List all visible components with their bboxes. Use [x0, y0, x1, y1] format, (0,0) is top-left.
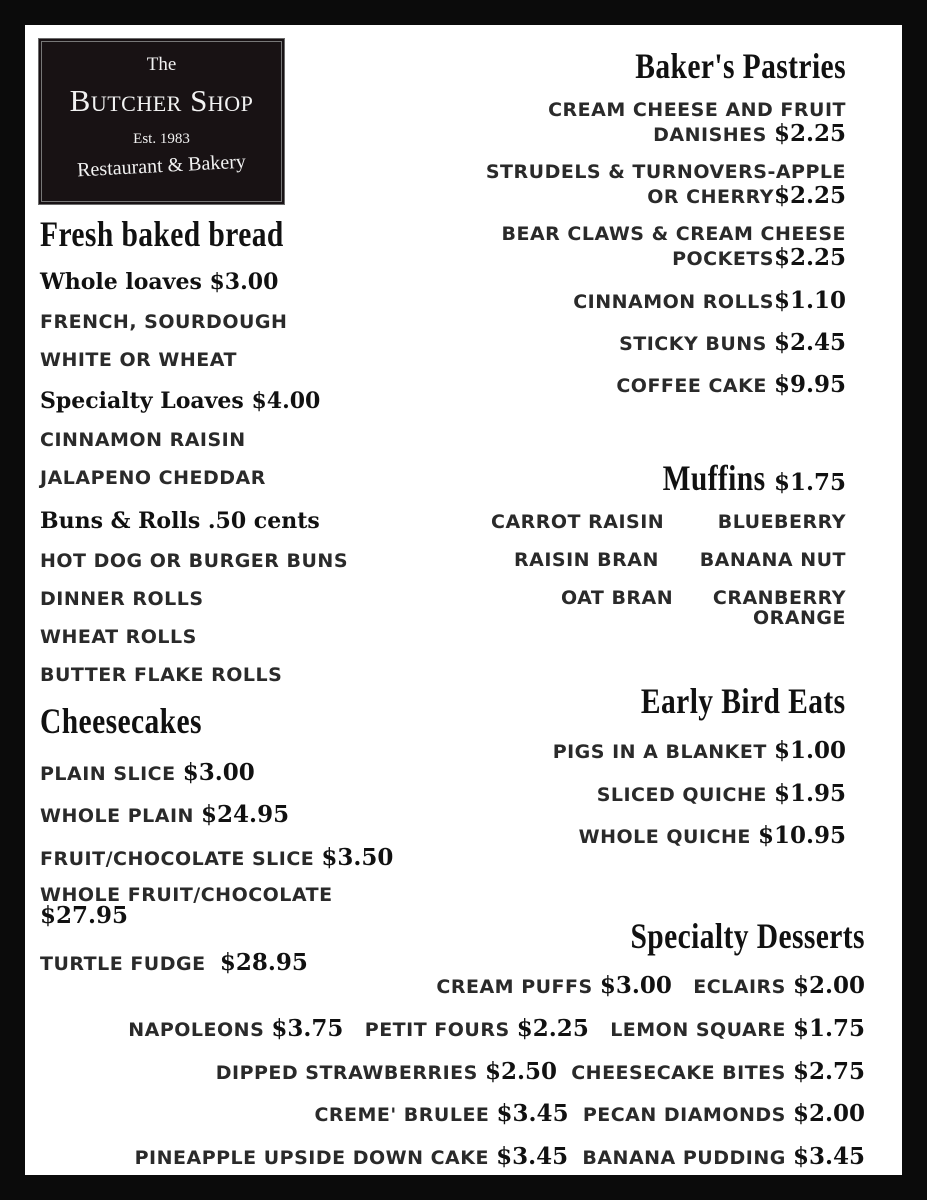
pastry-item: [619, 329, 846, 356]
cheesecake-item: [40, 801, 289, 828]
bread-item: HOT DOG OR BURGER BUNS: [40, 550, 349, 572]
specialty-loaves-subheading: Specialty Loaves $4.00: [40, 388, 321, 414]
item-price: $3.00: [182, 759, 255, 786]
bread-item: FRENCH, SOURDOUGH: [40, 311, 288, 333]
item-price: $2.25: [773, 244, 846, 271]
bread-item: DINNER ROLLS: [40, 588, 204, 610]
muffin-item: RAISIN BRAN: [514, 549, 659, 571]
item-price: $3.75: [271, 1015, 344, 1042]
logo-the: The: [146, 54, 177, 75]
desserts-row: [128, 1015, 865, 1042]
muffin-item: BANANA NUT: [699, 549, 846, 571]
desserts-row: [436, 972, 865, 999]
item-name: LEMON SQUARE: [610, 1019, 786, 1041]
item-name: PINEAPPLE UPSIDE DOWN CAKE: [134, 1147, 489, 1169]
desserts-row: [135, 1143, 865, 1170]
item-price: $2.75: [792, 1058, 865, 1085]
item-name: CREAM PUFFS: [436, 976, 593, 998]
item-name: WHOLE PLAIN: [40, 805, 194, 827]
cheesecake-item-price: $27.95: [40, 902, 129, 929]
desserts-row: [216, 1058, 865, 1085]
item-price: $1.95: [773, 780, 846, 807]
item-price: $2.00: [792, 1100, 865, 1127]
item-price: $2.45: [773, 329, 846, 356]
item-name: COFFEE CAKE: [616, 375, 767, 397]
item-name: STICKY BUNS: [619, 333, 767, 355]
bread-item: WHEAT ROLLS: [40, 626, 197, 648]
item-name: CHEESECAKE BITES: [571, 1062, 786, 1084]
cheesecake-item: [40, 759, 255, 786]
early-bird-item: [579, 822, 846, 849]
muffins-header: [640, 457, 846, 499]
item-price: $2.00: [792, 972, 865, 999]
early-bird-heading: Early Bird Eats: [641, 681, 846, 721]
item-name: PETIT FOURS: [364, 1019, 510, 1041]
bread-item: WHITE OR WHEAT: [40, 349, 237, 371]
item-price: $24.95: [201, 801, 290, 828]
item-price: $10.95: [757, 822, 846, 849]
item-price: $2.50: [484, 1058, 557, 1085]
bread-heading: Fresh baked bread: [40, 214, 284, 254]
item-price: $3.00: [599, 972, 672, 999]
item-price: $1.00: [773, 737, 846, 764]
muffins-price: $1.75: [773, 469, 846, 496]
buns-rolls-subheading: Buns & Rolls .50 cents: [40, 508, 320, 534]
bread-item: CINNAMON RAISIN: [40, 429, 246, 451]
pastries-heading: Baker's Pastries: [635, 46, 846, 86]
desserts-row: [314, 1100, 865, 1127]
item-price: $3.45: [792, 1143, 865, 1170]
item-name-line1: BEAR CLAWS & CREAM CHEESE: [501, 223, 846, 245]
item-name-line2: DANISHES: [653, 124, 767, 146]
item-name-line2: OR CHERRY: [647, 186, 774, 208]
item-name: CINNAMON ROLLS: [573, 291, 774, 313]
muffin-item: CRANBERRY: [712, 587, 846, 609]
item-price: $28.95: [219, 949, 308, 976]
butcher-shop-logo: [38, 38, 285, 205]
item-name-line1: CREAM CHEESE AND FRUIT: [548, 99, 846, 121]
logo-established: Est. 1983: [133, 131, 190, 147]
item-name: DIPPED STRAWBERRIES: [215, 1062, 478, 1084]
item-price: $3.45: [496, 1143, 569, 1170]
item-price: $9.95: [773, 371, 846, 398]
item-name: NAPOLEONS: [128, 1019, 265, 1041]
item-price: $1.10: [773, 287, 846, 314]
early-bird-item: [553, 737, 846, 764]
cheesecake-item: [40, 844, 393, 871]
pastry-item: [573, 287, 846, 314]
item-name-line1: STRUDELS & TURNOVERS-APPLE: [485, 161, 846, 183]
pastry-item: [616, 371, 846, 398]
desserts-heading: Specialty Desserts: [630, 916, 865, 956]
cheesecake-item: [40, 949, 308, 976]
item-name: WHOLE QUICHE: [578, 826, 751, 848]
whole-loaves-subheading: Whole loaves $3.00: [40, 269, 279, 295]
item-name: CREME' BRULEE: [314, 1104, 490, 1126]
muffins-heading: Muffins: [663, 458, 766, 498]
muffin-item: ORANGE: [753, 607, 846, 629]
cheesecake-item-name: WHOLE FRUIT/CHOCOLATE: [40, 884, 333, 906]
item-name: FRUIT/CHOCOLATE SLICE: [40, 848, 315, 870]
item-name: TURTLE FUDGE: [40, 953, 206, 975]
pastry-item: [548, 98, 846, 147]
pastry-item: [502, 222, 847, 271]
item-name: PECAN DIAMONDS: [582, 1104, 786, 1126]
item-name-line2: POCKETS: [672, 248, 774, 270]
cheesecakes-heading: Cheesecakes: [40, 701, 202, 741]
bread-item: BUTTER FLAKE ROLLS: [40, 664, 283, 686]
item-price: $1.75: [792, 1015, 865, 1042]
muffin-item: OAT BRAN: [561, 587, 674, 609]
menu-page: [25, 25, 902, 1175]
early-bird-item: [597, 780, 846, 807]
bread-item: JALAPENO CHEDDAR: [40, 467, 266, 489]
logo-name: Butcher Shop: [69, 83, 254, 118]
item-name: PIGS IN A BLANKET: [552, 741, 767, 763]
item-name: SLICED QUICHE: [596, 784, 767, 806]
item-name: PLAIN SLICE: [40, 763, 176, 785]
item-name: BANANA PUDDING: [582, 1147, 786, 1169]
item-price: $3.50: [321, 844, 394, 871]
muffin-item: BLUEBERRY: [717, 511, 846, 533]
item-price: $2.25: [773, 120, 846, 147]
muffin-item: CARROT RAISIN: [491, 511, 665, 533]
item-price: $3.45: [496, 1100, 569, 1127]
item-name: ECLAIRS: [693, 976, 786, 998]
pastry-item: [486, 160, 846, 209]
item-price: $2.25: [516, 1015, 589, 1042]
item-price: $2.25: [773, 182, 846, 209]
logo-tagline: Restaurant & Bakery: [76, 150, 247, 182]
